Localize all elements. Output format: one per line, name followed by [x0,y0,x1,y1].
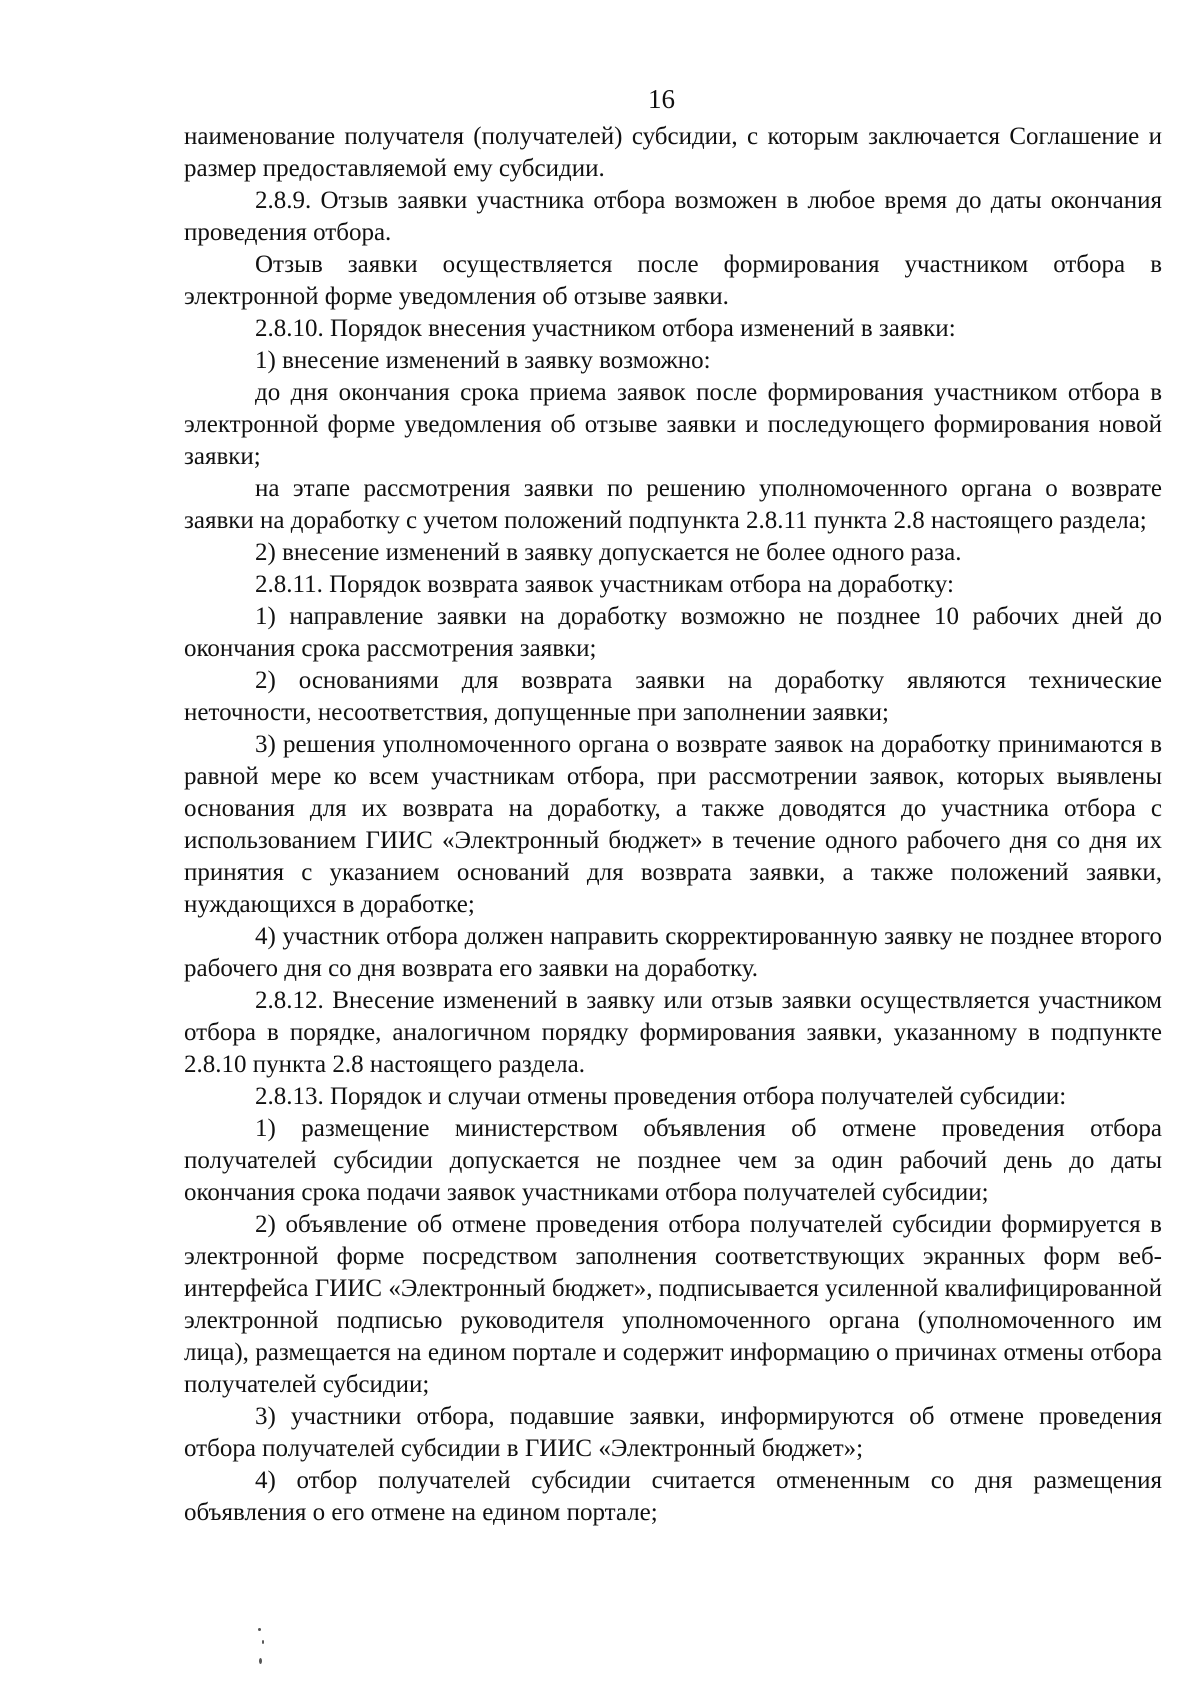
page-number: 16 [648,84,675,114]
paragraph-2-8-13-item-1: 1) размещение министерством объявления об отмене проведения отбора получателей субсидии допускается не позднее чем за один рабочий день до даты окончания срока подачи заявок участниками отбора получателей субсидии; [184,1115,1162,1206]
paragraph-2-8-13-item-4: 4) отбор получателей субсидии считается отмененным со дня размещения объявления о его отмене на едином портале; [184,1467,1162,1526]
paragraph-continuation: наименование получателя (получателей) субсидии, с которым заключается Соглашение и размер предоставляемой ему субсидии. [184,123,1162,182]
paragraph-2-8-13: 2.8.13. Порядок и случаи отмены проведения отбора получателей субсидии: [255,1083,1067,1110]
document-body [184,121,1162,1529]
scan-speck [258,1628,261,1631]
paragraph-2-8-10-item-1a: до дня окончания срока приема заявок после формирования участником отбора в электронной форме уведомления об отзыве заявки и последующего формирования новой заявки; [184,379,1162,470]
paragraph-2-8-13-item-2: 2) объявление об отмене проведения отбора получателей субсидии формируется в электронной форме посредством заполнения соответствующих экранных форм веб-интерфейса ГИИС «Электронный бюджет», подписывается усиленной квалифицированной электронной подписью руководителя уполномоченного органа (уполномоченного им лица), размещается на едином портале и содержит информацию о причинах отмены отбора получателей субсидии; [184,1211,1162,1398]
paragraph-2-8-11-item-2: 2) основаниями для возврата заявки на доработку являются технические неточности, несоответствия, допущенные при заполнении заявки; [184,667,1162,726]
paragraph-withdrawal: Отзыв заявки осуществляется после формирования участником отбора в электронной форме уведомления об отзыве заявки. [184,251,1162,310]
paragraph-2-8-10-item-1: 1) внесение изменений в заявку возможно: [255,347,711,374]
paragraph-2-8-10: 2.8.10. Порядок внесения участником отбора изменений в заявки: [255,315,956,342]
paragraph-2-8-11-item-4: 4) участник отбора должен направить скорректированную заявку не позднее второго рабочего дня со дня возврата его заявки на доработку. [184,923,1162,982]
paragraph-2-8-10-item-2: 2) внесение изменений в заявку допускается не более одного раза. [255,539,962,566]
paragraph-2-8-10-item-1b: на этапе рассмотрения заявки по решению уполномоченного органа о возврате заявки на доработку с учетом положений подпункта 2.8.11 пункта 2.8 настоящего раздела; [184,475,1162,534]
paragraph-2-8-11: 2.8.11. Порядок возврата заявок участникам отбора на доработку: [255,571,954,598]
scan-speck [259,1658,262,1664]
scan-speck [262,1640,264,1644]
paragraph-2-8-11-item-1: 1) направление заявки на доработку возможно не позднее 10 рабочих дней до окончания срока рассмотрения заявки; [184,603,1162,662]
paragraph-2-8-13-item-3: 3) участники отбора, подавшие заявки, информируются об отмене проведения отбора получателей субсидии в ГИИС «Электронный бюджет»; [184,1403,1162,1462]
paragraph-2-8-12: 2.8.12. Внесение изменений в заявку или отзыв заявки осуществляется участником отбора в порядке, аналогичном порядку формирования заявки, указанному в подпункте 2.8.10 пункта 2.8 настоящего раздела. [184,987,1162,1078]
paragraph-2-8-9: 2.8.9. Отзыв заявки участника отбора возможен в любое время до даты окончания проведения отбора. [184,187,1162,246]
paragraph-2-8-11-item-3: 3) решения уполномоченного органа о возврате заявок на доработку принимаются в равной мере ко всем участникам отбора, при рассмотрении заявок, которых выявлены основания для их возврата на доработку, а также доводятся до участника отбора с использованием ГИИС «Электронный бюджет» в течение одного рабочего дня со дня их принятия с указанием оснований для возврата заявки, а также положений заявки, нуждающихся в доработке; [184,731,1162,918]
